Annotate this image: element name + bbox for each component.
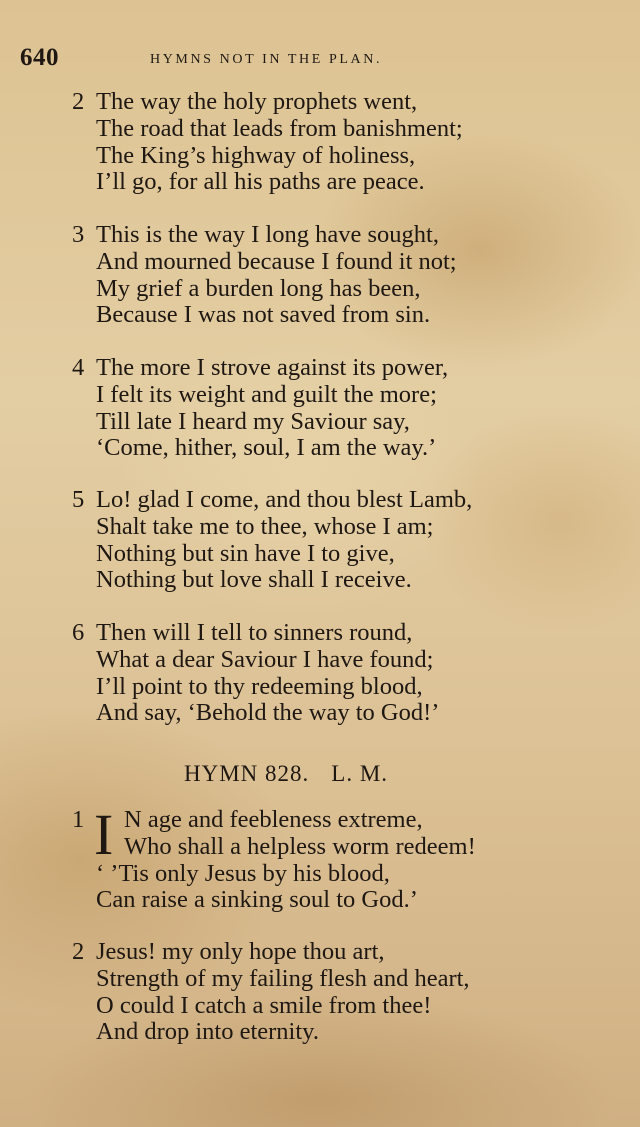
verse-line xyxy=(72,487,632,514)
verse-line xyxy=(72,355,632,382)
verse-line xyxy=(72,620,632,647)
verse-text: N age and feebleness extreme, xyxy=(124,806,423,833)
verse-text: ‘Come, hither, soul, I am the way.’ xyxy=(96,434,437,462)
verse-text: The way the holy prophets went, xyxy=(96,88,418,115)
verse-line xyxy=(72,647,632,674)
verse-text: I’ll go, for all his paths are peace. xyxy=(96,168,425,196)
verse-line xyxy=(72,993,632,1020)
verse-line xyxy=(72,700,632,727)
hymn-828-stanza-1 xyxy=(72,802,632,914)
verse-line xyxy=(72,222,632,249)
verse-line xyxy=(72,834,632,861)
verse-text: Nothing but love shall I receive. xyxy=(96,566,412,594)
verse-line xyxy=(72,887,632,914)
verse-text: And drop into eternity. xyxy=(96,1018,319,1046)
drop-cap: I xyxy=(94,802,114,867)
verse-text: O could I catch a smile from thee! xyxy=(96,991,432,1019)
stanza-number: 5 xyxy=(72,486,85,513)
verse-line xyxy=(72,1019,632,1046)
verse-line xyxy=(72,169,632,196)
verse-line xyxy=(72,302,632,329)
verse-text: The more I strove against its power, xyxy=(96,354,449,381)
verse-text: Who shall a helpless worm redeem! xyxy=(124,832,476,860)
verse-text: The King’s highway of holiness, xyxy=(96,141,416,169)
hymn-828-stanza-2 xyxy=(72,939,632,1046)
stanza-number: 2 xyxy=(72,88,85,115)
verse-line xyxy=(72,89,632,116)
hymn-heading xyxy=(184,761,410,787)
verse-text: The road that leads from banishment; xyxy=(96,114,463,142)
verse-text: Nothing but sin have I to give, xyxy=(96,539,395,567)
verse-text: And mourned because I found it not; xyxy=(96,247,457,275)
verse-line xyxy=(72,939,632,966)
verse-line xyxy=(72,567,632,594)
verse-text: Lo! glad I come, and thou blest Lamb, xyxy=(96,486,473,513)
stanza-number: 6 xyxy=(72,619,85,646)
verse-text: My grief a burden long has been, xyxy=(96,274,421,302)
verse-text: This is the way I long have sought, xyxy=(96,221,439,248)
stanza-number: 4 xyxy=(72,354,85,381)
stanza-3 xyxy=(72,222,632,329)
verse-line xyxy=(72,514,632,541)
verse-line xyxy=(72,116,632,143)
verse-line xyxy=(72,382,632,409)
stanza-number: 2 xyxy=(72,938,85,965)
verse-text: I felt its weight and guilt the more; xyxy=(96,380,437,408)
stanza-6 xyxy=(72,620,632,727)
verse-text: Strength of my failing flesh and heart, xyxy=(96,964,470,992)
verse-line xyxy=(72,276,632,303)
verse-text: ‘ ’Tis only Jesus by his blood, xyxy=(96,859,390,887)
verse-text: What a dear Saviour I have found; xyxy=(96,645,434,673)
hymn-number: HYMN 828. xyxy=(184,761,310,786)
verse-text: Because I was not saved from sin. xyxy=(96,301,431,329)
verse-text: Then will I tell to sinners round, xyxy=(96,619,413,646)
verse-line xyxy=(72,966,632,993)
verse-line xyxy=(72,409,632,436)
verse-text: Jesus! my only hope thou art, xyxy=(96,938,385,965)
verse-line xyxy=(72,249,632,276)
stanza-5 xyxy=(72,487,632,594)
verse-text: And say, ‘Behold the way to God!’ xyxy=(96,699,440,727)
running-title: HYMNS NOT IN THE PLAN. xyxy=(150,52,383,67)
page-number: 640 xyxy=(20,44,59,71)
stanza-4 xyxy=(72,355,632,462)
hymn-meter: L. M. xyxy=(331,761,389,786)
verse-line xyxy=(72,541,632,568)
verse-line xyxy=(72,143,632,170)
verse-text: I’ll point to thy redeeming blood, xyxy=(96,672,423,700)
stanza-2 xyxy=(72,89,632,196)
stanza-number: 1 xyxy=(72,806,85,833)
verse-text: Till late I heard my Saviour say, xyxy=(96,407,410,435)
verse-text: Can raise a sinking soul to God.’ xyxy=(96,886,418,914)
verse-line xyxy=(72,674,632,701)
verse-line xyxy=(72,435,632,462)
stanza-number: 3 xyxy=(72,221,85,248)
verse-line xyxy=(72,861,632,888)
verse-text: Shalt take me to thee, whose I am; xyxy=(96,512,434,540)
